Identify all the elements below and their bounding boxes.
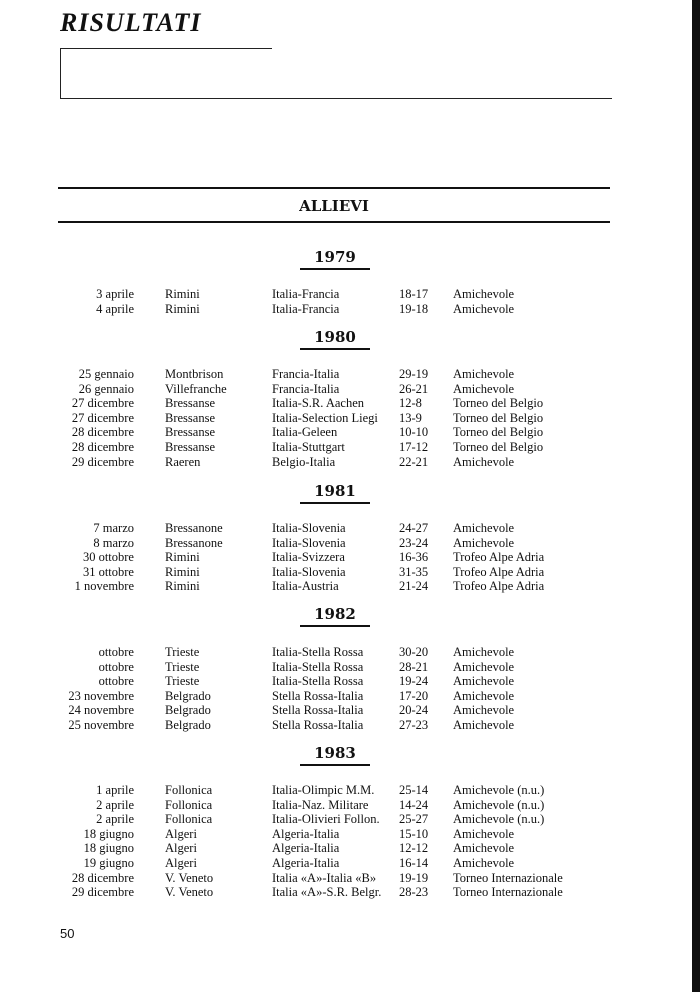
score-cell: 16-36	[399, 550, 429, 565]
score-cell: 25-14	[399, 783, 429, 797]
type-cell: Torneo del Belgio	[453, 425, 544, 440]
title-frame-top	[60, 48, 272, 49]
score-cell: 29-19	[399, 367, 429, 381]
place-cell: Belgrado	[165, 703, 211, 718]
match-cell: Italia-Francia	[272, 301, 340, 316]
date-cell: 1 aprile	[96, 783, 134, 797]
year-underline	[300, 502, 370, 504]
match-cell: Italia-Francia	[272, 287, 340, 301]
date-cell: 23 novembre	[68, 688, 134, 703]
place-cell: Algeri	[165, 826, 197, 841]
table-row	[0, 579, 700, 594]
place-cell: Follonica	[165, 812, 213, 827]
score-cell: 17-20	[399, 688, 429, 703]
place-cell: Bressanse	[165, 396, 215, 411]
match-cell: Stella Rossa-Italia	[272, 703, 364, 718]
date-cell: 28 dicembre	[71, 870, 134, 885]
table-row	[0, 367, 700, 382]
table-row	[0, 645, 700, 660]
date-cell: 2 aprile	[96, 797, 134, 812]
type-cell: Trofeo Alpe Adria	[453, 550, 545, 565]
place-cell: Follonica	[165, 783, 213, 797]
date-cell: 25 novembre	[68, 717, 134, 732]
table-row	[0, 703, 700, 718]
match-cell: Italia «A»-Italia «B»	[272, 870, 377, 885]
table-row	[0, 827, 700, 842]
type-cell: Amichevole	[453, 703, 515, 718]
date-cell: 30 ottobre	[82, 550, 134, 565]
date-cell: 25 gennaio	[78, 367, 134, 381]
type-cell: Torneo Internazionale	[453, 885, 563, 900]
date-cell: 28 dicembre	[71, 425, 134, 440]
place-cell: Rimini	[165, 564, 200, 579]
table-row	[0, 841, 700, 856]
table-row	[0, 440, 700, 455]
type-cell: Amichevole	[453, 367, 515, 381]
table-row	[0, 536, 700, 551]
date-cell: ottobre	[98, 674, 134, 689]
table-row	[0, 812, 700, 827]
table-row	[0, 382, 700, 397]
place-cell: Trieste	[165, 645, 200, 659]
type-cell: Amichevole	[453, 301, 515, 316]
match-cell: Francia-Italia	[272, 381, 340, 396]
type-cell: Amichevole	[453, 841, 515, 856]
year-table-1982	[0, 645, 700, 733]
place-cell: Raeren	[165, 454, 201, 469]
score-cell: 23-24	[399, 535, 429, 550]
match-cell: Italia-Slovenia	[272, 535, 346, 550]
match-cell: Italia-Slovenia	[272, 521, 346, 535]
year-heading: 1980	[314, 328, 356, 346]
page-title: RISULTATI	[60, 8, 202, 37]
place-cell: V. Veneto	[165, 885, 214, 900]
date-cell: ottobre	[98, 645, 134, 659]
match-cell: Francia-Italia	[272, 367, 340, 381]
date-cell: 1 novembre	[74, 579, 134, 594]
table-row	[0, 660, 700, 675]
date-cell: 7 marzo	[93, 521, 134, 535]
match-cell: Algeria-Italia	[272, 841, 340, 856]
year-table-1980	[0, 367, 700, 469]
type-cell: Amichevole	[453, 535, 515, 550]
year-underline	[300, 348, 370, 350]
match-cell: Italia-Slovenia	[272, 564, 346, 579]
match-cell: Italia-Naz. Militare	[272, 797, 369, 812]
year-heading: 1982	[314, 605, 356, 623]
table-row	[0, 689, 700, 704]
date-cell: 4 aprile	[96, 301, 134, 316]
score-cell: 19-18	[399, 301, 429, 316]
place-cell: Bressanone	[165, 521, 223, 535]
type-cell: Trofeo Alpe Adria	[453, 579, 545, 594]
date-cell: 18 giugno	[83, 841, 134, 856]
type-cell: Torneo del Belgio	[453, 410, 544, 425]
match-cell: Italia-Svizzera	[272, 550, 345, 565]
table-row	[0, 425, 700, 440]
table-row	[0, 718, 700, 733]
match-cell: Algeria-Italia	[272, 855, 340, 870]
type-cell: Amichevole	[453, 717, 515, 732]
match-cell: Italia-Stella Rossa	[272, 645, 364, 659]
score-cell: 21-24	[399, 579, 429, 594]
score-cell: 13-9	[399, 410, 422, 425]
type-cell: Amichevole (n.u.)	[453, 783, 545, 797]
table-row	[0, 856, 700, 871]
date-cell: 29 dicembre	[71, 454, 134, 469]
place-cell: Rimini	[165, 287, 200, 301]
type-cell: Amichevole	[453, 645, 515, 659]
score-cell: 10-10	[399, 425, 429, 440]
table-row	[0, 411, 700, 426]
type-cell: Amichevole	[453, 659, 515, 674]
year-heading: 1981	[314, 482, 356, 500]
section-title: ALLIEVI	[299, 197, 369, 215]
place-cell: Algeri	[165, 855, 197, 870]
date-cell: 29 dicembre	[71, 885, 134, 900]
date-cell: ottobre	[98, 659, 134, 674]
table-row	[0, 798, 700, 813]
score-cell: 28-21	[399, 659, 429, 674]
match-cell: Italia-Selection Liegi	[272, 410, 378, 425]
type-cell: Amichevole	[453, 381, 515, 396]
date-cell: 3 aprile	[96, 287, 134, 301]
type-cell: Torneo del Belgio	[453, 439, 544, 454]
type-cell: Amichevole	[453, 287, 515, 301]
year-underline	[300, 625, 370, 627]
year-heading: 1979	[314, 248, 356, 266]
match-cell: Italia «A»-S.R. Belgr.	[272, 885, 382, 900]
date-cell: 19 giugno	[83, 855, 134, 870]
table-row	[0, 455, 700, 470]
place-cell: Bressanse	[165, 425, 215, 440]
place-cell: Follonica	[165, 797, 213, 812]
score-cell: 18-17	[399, 287, 429, 301]
year-table-1979	[0, 287, 700, 316]
match-cell: Italia-Olivieri Follon.	[272, 812, 380, 827]
date-cell: 8 marzo	[93, 535, 134, 550]
table-row	[0, 287, 700, 302]
type-cell: Torneo Internazionale	[453, 870, 563, 885]
page-number: 50	[60, 926, 75, 941]
score-cell: 26-21	[399, 381, 429, 396]
match-cell: Italia-Olimpic M.M.	[272, 783, 375, 797]
year-table-1981	[0, 521, 700, 594]
type-cell: Torneo del Belgio	[453, 396, 544, 411]
type-cell: Amichevole	[453, 688, 515, 703]
type-cell: Trofeo Alpe Adria	[453, 564, 545, 579]
year-table-1983	[0, 783, 700, 900]
score-cell: 19-19	[399, 870, 429, 885]
score-cell: 20-24	[399, 703, 429, 718]
table-row	[0, 885, 700, 900]
match-cell: Algeria-Italia	[272, 826, 340, 841]
place-cell: Belgrado	[165, 717, 211, 732]
section-rule-bottom	[58, 221, 610, 223]
type-cell: Amichevole	[453, 454, 515, 469]
score-cell: 12-8	[399, 396, 422, 411]
score-cell: 30-20	[399, 645, 429, 659]
match-cell: Italia-S.R. Aachen	[272, 396, 364, 411]
score-cell: 19-24	[399, 674, 429, 689]
match-cell: Italia-Stella Rossa	[272, 659, 364, 674]
table-row	[0, 783, 700, 798]
type-cell: Amichevole	[453, 826, 515, 841]
date-cell: 24 novembre	[68, 703, 134, 718]
place-cell: Trieste	[165, 674, 200, 689]
date-cell: 2 aprile	[96, 812, 134, 827]
match-cell: Italia-Austria	[272, 579, 339, 594]
place-cell: Rimini	[165, 579, 200, 594]
year-underline	[300, 764, 370, 766]
score-cell: 14-24	[399, 797, 429, 812]
table-row	[0, 521, 700, 536]
table-row	[0, 550, 700, 565]
type-cell: Amichevole (n.u.)	[453, 797, 545, 812]
date-cell: 27 dicembre	[71, 410, 134, 425]
type-cell: Amichevole	[453, 521, 515, 535]
page-edge-shadow	[692, 0, 700, 992]
match-cell: Belgio-Italia	[272, 454, 336, 469]
match-cell: Italia-Geleen	[272, 425, 338, 440]
score-cell: 17-12	[399, 439, 429, 454]
section-rule-top	[58, 187, 610, 189]
place-cell: Montbrison	[165, 367, 224, 381]
date-cell: 18 giugno	[83, 826, 134, 841]
score-cell: 22-21	[399, 454, 429, 469]
table-row	[0, 871, 700, 886]
place-cell: V. Veneto	[165, 870, 214, 885]
table-row	[0, 302, 700, 317]
place-cell: Rimini	[165, 301, 200, 316]
year-heading: 1983	[314, 744, 356, 762]
score-cell: 24-27	[399, 521, 429, 535]
date-cell: 28 dicembre	[71, 439, 134, 454]
place-cell: Bressanse	[165, 439, 215, 454]
score-cell: 27-23	[399, 717, 429, 732]
table-row	[0, 565, 700, 580]
score-cell: 15-10	[399, 826, 429, 841]
place-cell: Algeri	[165, 841, 197, 856]
place-cell: Bressanone	[165, 535, 223, 550]
type-cell: Amichevole (n.u.)	[453, 812, 545, 827]
type-cell: Amichevole	[453, 674, 515, 689]
score-cell: 31-35	[399, 564, 429, 579]
place-cell: Villefranche	[165, 381, 227, 396]
place-cell: Bressanse	[165, 410, 215, 425]
title-frame-left	[60, 48, 61, 99]
match-cell: Italia-Stella Rossa	[272, 674, 364, 689]
score-cell: 12-12	[399, 841, 429, 856]
place-cell: Belgrado	[165, 688, 211, 703]
table-row	[0, 674, 700, 689]
match-cell: Italia-Stuttgart	[272, 439, 345, 454]
type-cell: Amichevole	[453, 855, 515, 870]
date-cell: 31 ottobre	[82, 564, 134, 579]
title-frame-bottom	[60, 98, 612, 99]
match-cell: Stella Rossa-Italia	[272, 688, 364, 703]
date-cell: 27 dicembre	[71, 396, 134, 411]
score-cell: 25-27	[399, 812, 429, 827]
score-cell: 16-14	[399, 855, 429, 870]
match-cell: Stella Rossa-Italia	[272, 717, 364, 732]
place-cell: Rimini	[165, 550, 200, 565]
place-cell: Trieste	[165, 659, 200, 674]
year-underline	[300, 268, 370, 270]
date-cell: 26 gennaio	[78, 381, 134, 396]
table-row	[0, 396, 700, 411]
score-cell: 28-23	[399, 885, 429, 900]
